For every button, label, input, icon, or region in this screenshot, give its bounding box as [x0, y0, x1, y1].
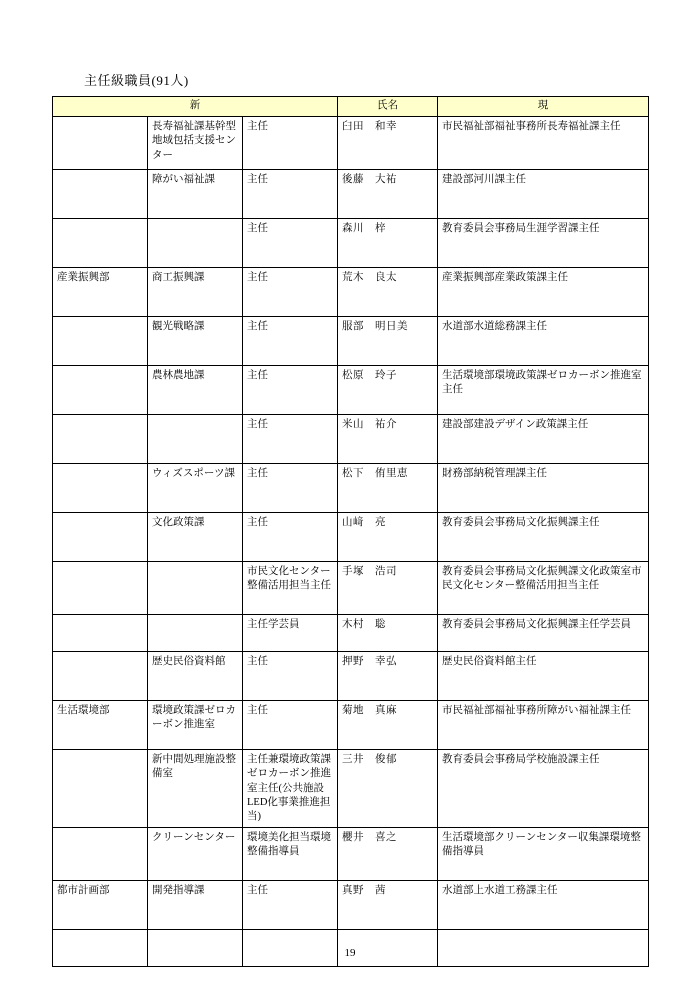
page-title: 主任級職員(91人) — [84, 73, 189, 88]
cell-new-post: 主任 — [243, 219, 338, 268]
cell-name: 松原 玲子 — [338, 366, 438, 415]
cell-new-post: 主任 — [243, 701, 338, 750]
table-row — [53, 881, 649, 930]
cell-department — [53, 219, 148, 268]
cell-division: 観光戦略課 — [148, 317, 243, 366]
cell-name: 木村 聡 — [338, 615, 438, 652]
cell-division — [148, 219, 243, 268]
cell-division — [148, 615, 243, 652]
column-header-current: 現 — [438, 97, 649, 117]
cell-department: 生活環境部 — [53, 701, 148, 750]
cell-department — [53, 117, 148, 170]
cell-division: 歴史民俗資料館 — [148, 652, 243, 701]
cell-department — [53, 828, 148, 881]
cell-current-post: 生活環境部クリーンセンター収集課環境整備指導員 — [438, 828, 649, 881]
cell-current-post: 教育委員会事務局文化振興課主任 — [438, 513, 649, 562]
cell-new-post: 主任学芸員 — [243, 615, 338, 652]
cell-new-post: 主任 — [243, 464, 338, 513]
cell-new-post: 主任 — [243, 317, 338, 366]
cell-current-post: 市民福祉部福祉事務所障がい福祉課主任 — [438, 701, 649, 750]
table-row — [53, 317, 649, 366]
cell-new-post: 主任兼環境政策課ゼロカーボン推進室主任(公共施設LED化事業推進担当) — [243, 750, 338, 828]
table-row — [53, 513, 649, 562]
cell-name: 菊地 真麻 — [338, 701, 438, 750]
column-header-name: 氏名 — [338, 97, 438, 117]
cell-department — [53, 415, 148, 464]
cell-name: 米山 祐介 — [338, 415, 438, 464]
table-row — [53, 170, 649, 219]
cell-name: 三井 俊郁 — [338, 750, 438, 828]
cell-new-post: 環境美化担当環境整備指導員 — [243, 828, 338, 881]
cell-department — [53, 652, 148, 701]
table-body — [53, 117, 649, 967]
table-header — [53, 97, 649, 117]
cell-division: 新中間処理施設整備室 — [148, 750, 243, 828]
cell-new-post: 市民文化センター整備活用担当主任 — [243, 562, 338, 615]
table-row — [53, 415, 649, 464]
cell-current-post: 教育委員会事務局生涯学習課主任 — [438, 219, 649, 268]
cell-department: 都市計画部 — [53, 881, 148, 930]
cell-name: 臼田 和幸 — [338, 117, 438, 170]
cell-division — [148, 562, 243, 615]
cell-name: 真野 茜 — [338, 881, 438, 930]
cell-division: 農林農地課 — [148, 366, 243, 415]
cell-division: 文化政策課 — [148, 513, 243, 562]
cell-new-post: 主任 — [243, 513, 338, 562]
cell-new-post: 主任 — [243, 881, 338, 930]
table-row — [53, 701, 649, 750]
cell-current-post: 建設部建設デザイン政策課主任 — [438, 415, 649, 464]
cell-new-post: 主任 — [243, 652, 338, 701]
cell-division — [148, 415, 243, 464]
cell-name: 櫻井 喜之 — [338, 828, 438, 881]
cell-name: 森川 梓 — [338, 219, 438, 268]
table-row — [53, 652, 649, 701]
cell-name: 松下 侑里恵 — [338, 464, 438, 513]
cell-name: 後藤 大祐 — [338, 170, 438, 219]
cell-new-post: 主任 — [243, 170, 338, 219]
cell-department: 産業振興部 — [53, 268, 148, 317]
cell-department — [53, 464, 148, 513]
cell-division: 商工振興課 — [148, 268, 243, 317]
table-row — [53, 615, 649, 652]
table-row — [53, 219, 649, 268]
cell-division: ウィズスポーツ課 — [148, 464, 243, 513]
cell-new-post: 主任 — [243, 117, 338, 170]
cell-department — [53, 513, 148, 562]
cell-department — [53, 366, 148, 415]
cell-division: 環境政策課ゼロカーボン推進室 — [148, 701, 243, 750]
cell-current-post: 建設部河川課主任 — [438, 170, 649, 219]
cell-division: クリーンセンター — [148, 828, 243, 881]
cell-current-post: 財務部納税管理課主任 — [438, 464, 649, 513]
cell-name: 押野 幸弘 — [338, 652, 438, 701]
page-number: 19 — [344, 947, 356, 959]
table-row — [53, 750, 649, 828]
cell-department — [53, 562, 148, 615]
table-row — [53, 464, 649, 513]
table-row — [53, 828, 649, 881]
cell-current-post: 市民福祉部福祉事務所長寿福祉課主任 — [438, 117, 649, 170]
cell-department — [53, 170, 148, 219]
table-row — [53, 268, 649, 317]
cell-new-post: 主任 — [243, 415, 338, 464]
column-header-new: 新 — [53, 97, 338, 117]
table-row — [53, 562, 649, 615]
cell-new-post: 主任 — [243, 366, 338, 415]
cell-division: 長寿福祉課基幹型地域包括支援センター — [148, 117, 243, 170]
cell-name: 山﨑 亮 — [338, 513, 438, 562]
cell-current-post: 教育委員会事務局文化振興課主任学芸員 — [438, 615, 649, 652]
cell-current-post: 水道部水道総務課主任 — [438, 317, 649, 366]
personnel-table — [52, 96, 649, 967]
cell-department — [53, 750, 148, 828]
table-row — [53, 117, 649, 170]
cell-current-post: 産業振興部産業政策課主任 — [438, 268, 649, 317]
table-row — [53, 366, 649, 415]
cell-current-post: 教育委員会事務局文化振興課文化政策室市民文化センター整備活用担当主任 — [438, 562, 649, 615]
cell-current-post: 水道部上水道工務課主任 — [438, 881, 649, 930]
cell-department — [53, 317, 148, 366]
cell-division: 開発指導課 — [148, 881, 243, 930]
cell-new-post: 主任 — [243, 268, 338, 317]
cell-current-post: 生活環境部環境政策課ゼロカーボン推進室主任 — [438, 366, 649, 415]
cell-current-post: 教育委員会事務局学校施設課主任 — [438, 750, 649, 828]
cell-name: 荒木 良太 — [338, 268, 438, 317]
cell-current-post: 歴史民俗資料館主任 — [438, 652, 649, 701]
cell-department — [53, 615, 148, 652]
cell-name: 手塚 浩司 — [338, 562, 438, 615]
cell-name: 服部 明日美 — [338, 317, 438, 366]
cell-division: 障がい福祉課 — [148, 170, 243, 219]
table-header-row — [53, 97, 649, 117]
